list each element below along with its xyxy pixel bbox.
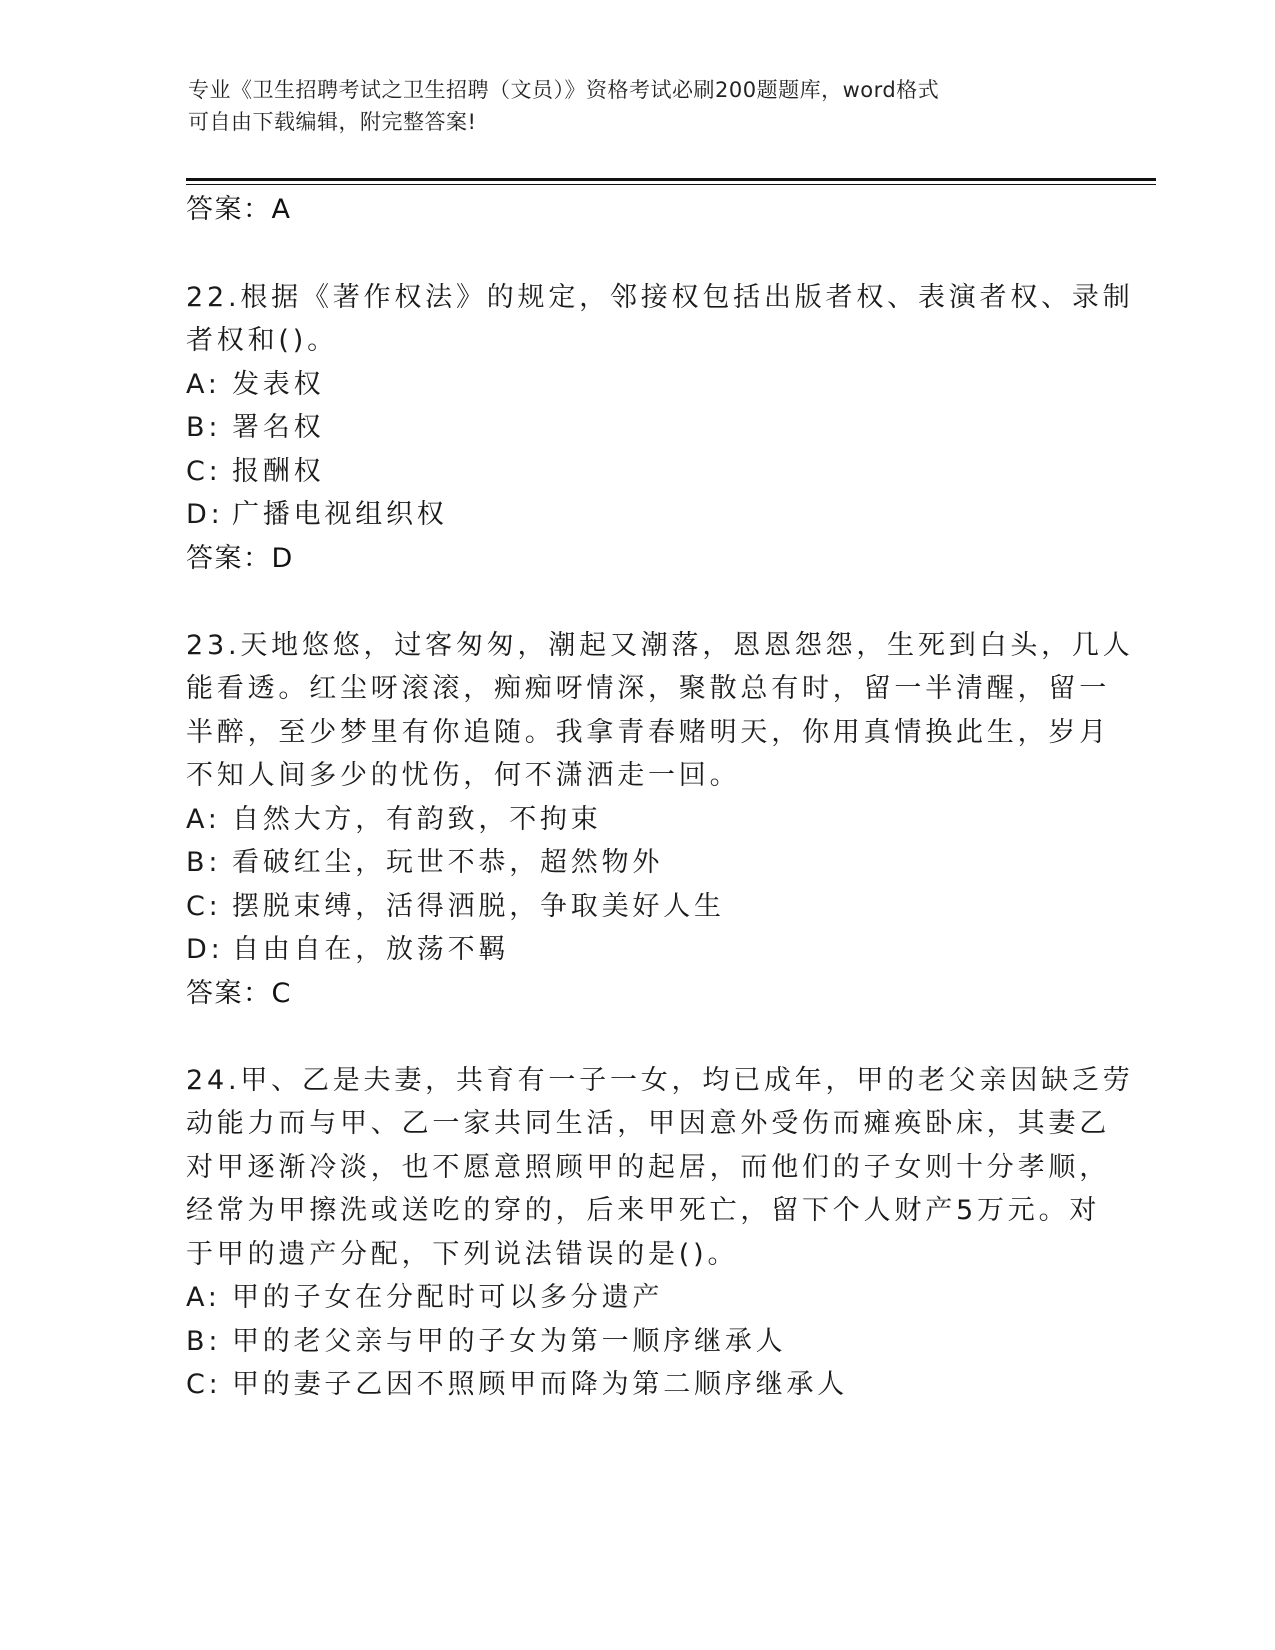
option-d [186,492,448,531]
header-line-1: 专业《卫生招聘考试之卫生招聘（文员）》资格考试必刷200题题库，word格式 [188,78,940,102]
option-c [186,1362,848,1401]
option-text: 看破红尘，玩世不恭，超然物外 [232,847,664,878]
option-letter: C: [186,456,222,487]
option-letter: B: [186,847,222,878]
option-letter: C: [186,1369,222,1400]
option-text: 报酬权 [232,456,325,487]
option-letter: D: [186,934,224,965]
header-line-2: 可自由下载编辑，附完整答案! [188,110,477,134]
option-c [186,884,725,923]
option-letter: D: [186,499,224,530]
option-a [186,1275,663,1314]
option-letter: B: [186,412,222,443]
question-23-line-2: 能看透。红尘呀滚滚，痴痴呀情深，聚散总有时，留一半清醒，留一 [186,673,1110,704]
question-24-line-2: 动能力而与甲、乙一家共同生活，甲因意外受伤而瘫痪卧床，其妻乙 [186,1108,1110,1139]
answer-q21: 答案：A [186,194,292,225]
option-text: 摆脱束缚，活得洒脱，争取美好人生 [232,891,725,922]
question-24-line-1: 24.甲、乙是夫妻，共育有一子一女，均已成年，甲的老父亲因缺乏劳 [186,1065,1134,1096]
question-23-line-3: 半醉，至少梦里有你追随。我拿青春赌明天，你用真情换此生，岁月 [186,717,1110,748]
header-divider-thick [186,178,1156,181]
answer-q22: 答案：D [186,543,294,574]
option-text: 发表权 [232,369,325,400]
option-text: 自然大方，有韵致，不拘束 [232,804,602,835]
option-letter: A: [186,804,221,835]
option-c [186,449,324,488]
option-letter: B: [186,1326,222,1357]
question-24-line-4: 经常为甲擦洗或送吃的穿的，后来甲死亡，留下个人财产5万元。对 [186,1195,1101,1226]
answer-q23: 答案：C [186,978,292,1009]
header-divider-thin [186,184,1156,185]
question-24-line-3: 对甲逐渐冷淡，也不愿意照顾甲的起居，而他们的子女则十分孝顺， [186,1152,1110,1183]
document-header [188,74,1088,138]
option-letter: A: [186,1282,221,1313]
option-text: 署名权 [232,412,325,443]
option-text: 广播电视组织权 [232,499,448,530]
option-text: 甲的子女在分配时可以多分遗产 [232,1282,664,1313]
option-d [186,927,509,966]
option-letter: A: [186,369,221,400]
option-text: 甲的老父亲与甲的子女为第一顺序继承人 [232,1326,787,1357]
option-b [186,840,663,879]
option-text: 自由自在，放荡不羁 [232,934,510,965]
option-letter: C: [186,891,222,922]
option-a [186,797,602,836]
option-b [186,1319,786,1358]
question-24-line-5: 于甲的遗产分配，下列说法错误的是()。 [186,1239,739,1270]
question-22-line-2: 者权和()。 [186,325,338,356]
question-23-line-1: 23.天地悠悠，过客匆匆，潮起又潮落，恩恩怨怨，生死到白头，几人 [186,630,1134,661]
question-23-line-4: 不知人间多少的忧伤，何不潇洒走一回。 [186,760,741,791]
option-b [186,405,324,444]
question-22-line-1: 22.根据《著作权法》的规定，邻接权包括出版者权、表演者权、录制 [186,282,1134,313]
option-text: 甲的妻子乙因不照顾甲而降为第二顺序继承人 [232,1369,848,1400]
option-a [186,362,324,401]
